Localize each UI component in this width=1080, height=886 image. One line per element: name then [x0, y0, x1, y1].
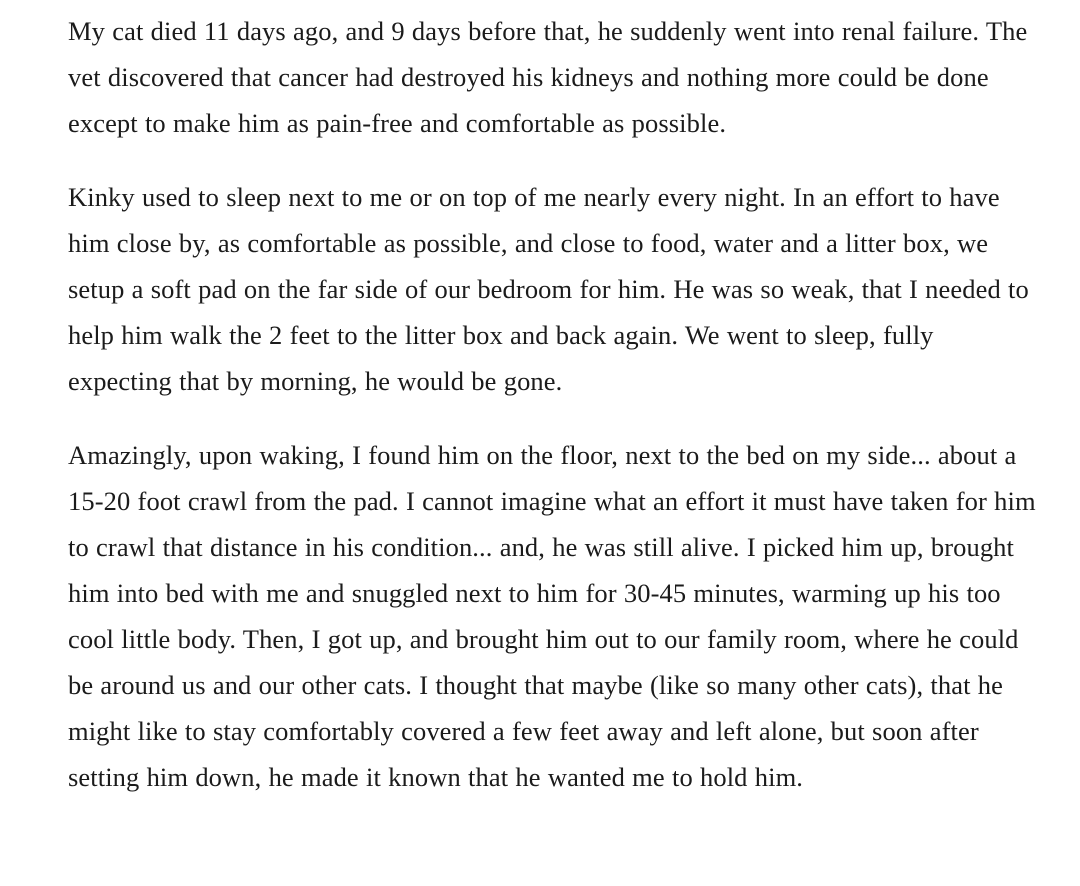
paragraph: Amazingly, upon waking, I found him on the floor, next to the bed on my side... about a 15-20 foot crawl from the pad. I cannot imagine what an effort it must have taken for him to crawl that distance in his condition... and, he was still alive. I picked him up, brought him into bed with me and snuggled next to him for 30-45 minutes, warming up his too cool little body. Then, I got up, and brought him out to our family room, where he could be around us and our other cats. I thought that maybe (like so many other cats), that he might like to stay comfortably covered a few feet away and left alone, but soon after setting him down, he made it known that he wanted me to hold him. [68, 440, 1036, 792]
paragraph: Kinky used to sleep next to me or on top of me nearly every night. In an effort to have him close by, as comfortable as possible, and close to food, water and a litter box, we setup a soft pad on the far side of our bedroom for him. He was so weak, that I needed to help him walk the 2 feet to the litter box and back again. We went to sleep, fully expecting that by morning, he would be gone. [68, 182, 1029, 396]
paragraph: My cat died 11 days ago, and 9 days before that, he suddenly went into renal failure. The vet discovered that cancer had destroyed his kidneys and nothing more could be done except to make him as pain-free and comfortable as possible. [68, 16, 1028, 138]
